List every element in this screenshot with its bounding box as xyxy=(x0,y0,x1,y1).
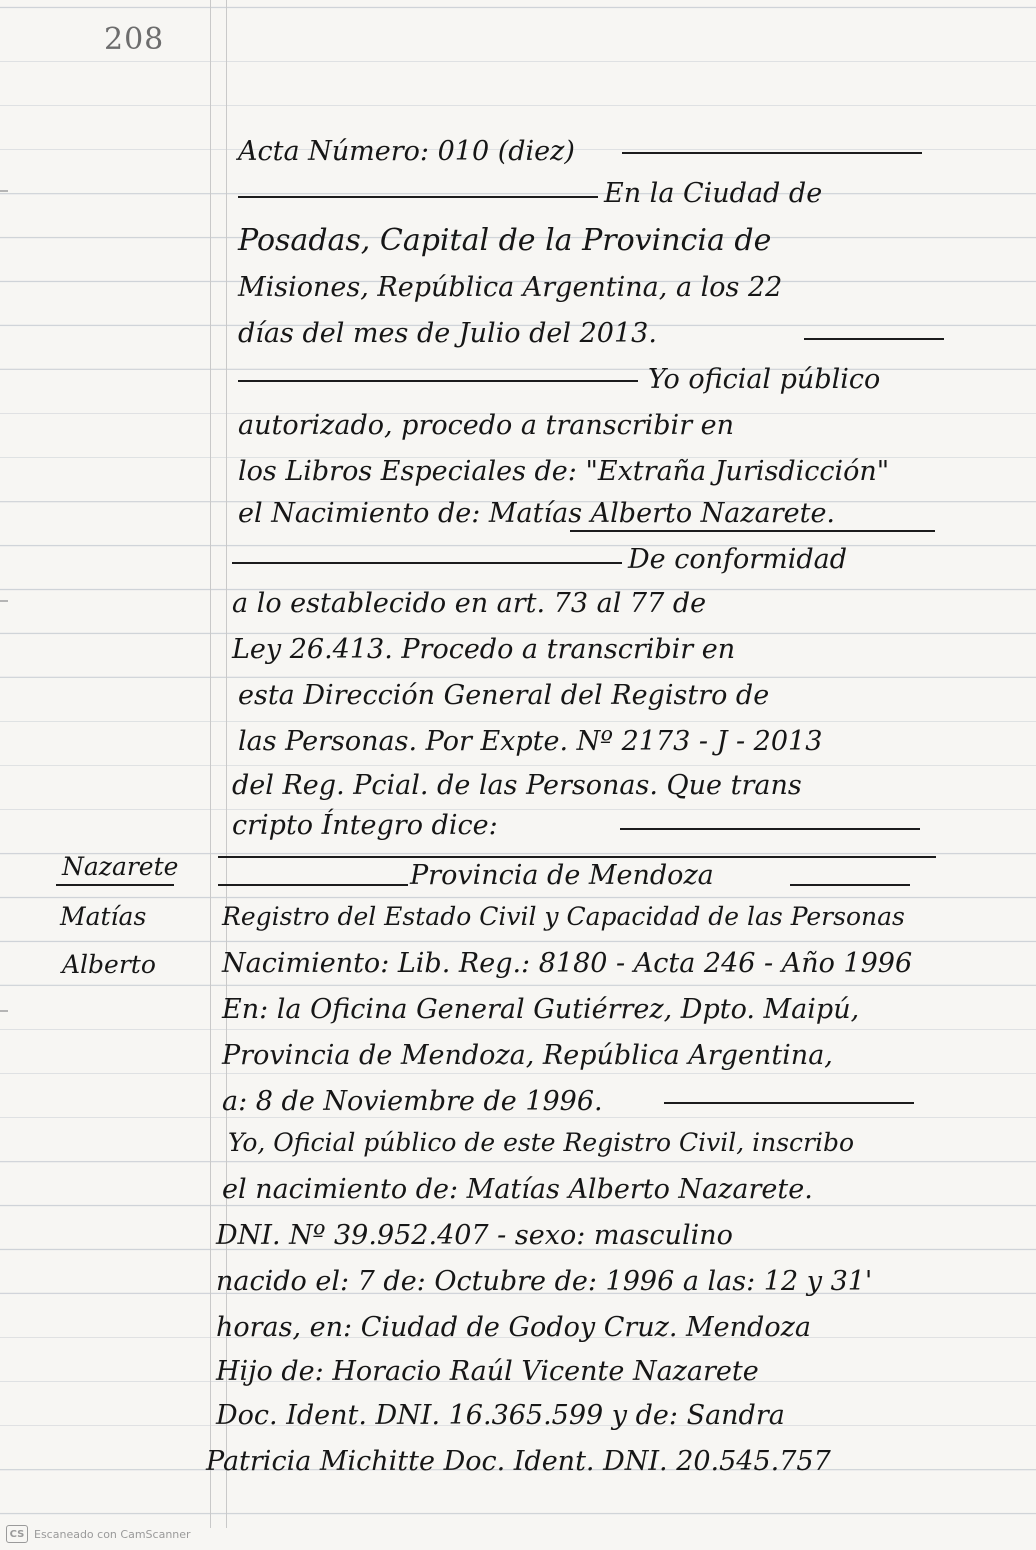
text-line-7: autorizado, procedo a transcribir en xyxy=(238,410,735,441)
margin-middle-name: Alberto xyxy=(62,950,156,979)
binding-mark xyxy=(0,190,8,192)
text-line-17: Provincia de Mendoza xyxy=(410,860,714,891)
text-line-15: del Reg. Pcial. de las Personas. Que trans xyxy=(232,770,802,801)
name-underline xyxy=(570,530,935,532)
text-line-11: a lo establecido en art. 73 al 77 de xyxy=(232,588,707,619)
text-line-5: días del mes de Julio del 2013. xyxy=(238,318,657,349)
fill-rule xyxy=(238,380,638,382)
fill-rule xyxy=(804,338,944,340)
text-line-3: Posadas, Capital de la Provincia de xyxy=(238,223,772,258)
margin-surname: Nazarete xyxy=(62,852,179,881)
fill-rule xyxy=(622,152,922,154)
text-line-16: cripto Íntegro dice: xyxy=(232,810,498,841)
margin-line xyxy=(210,0,211,1528)
page-number: 208 xyxy=(104,22,165,57)
text-line-25: DNI. Nº 39.952.407 - sexo: masculino xyxy=(216,1220,733,1251)
text-line-12: Ley 26.413. Procedo a transcribir en xyxy=(232,634,736,665)
text-line-20: En: la Oficina General Gutiérrez, Dpto. Maipú, xyxy=(222,994,860,1025)
text-line-28: Hijo de: Horacio Raúl Vicente Nazarete xyxy=(216,1356,759,1387)
fill-rule xyxy=(238,196,598,198)
text-line-4: Misiones, República Argentina, a los 22 xyxy=(238,272,783,303)
binding-mark xyxy=(0,600,8,602)
fill-rule xyxy=(232,562,622,564)
margin-first-name: Matías xyxy=(60,902,147,931)
text-line-13: esta Dirección General del Registro de xyxy=(238,680,770,711)
text-line-8: los Libros Especiales de: "Extraña Jurisdicción" xyxy=(238,456,890,487)
text-line-14: las Personas. Por Expte. Nº 2173 - J - 2013 xyxy=(238,726,823,757)
scanner-watermark xyxy=(6,1525,191,1543)
camscanner-logo-icon: CS xyxy=(6,1525,28,1543)
text-line-1: Acta Número: 010 (diez) xyxy=(238,136,575,167)
text-line-26: nacido el: 7 de: Octubre de: 1996 a las: 12 y 31' xyxy=(216,1266,873,1297)
text-line-24: el nacimiento de: Matías Alberto Nazarete. xyxy=(222,1174,813,1205)
text-line-27: horas, en: Ciudad de Godoy Cruz. Mendoza xyxy=(216,1312,811,1343)
fill-rule xyxy=(790,884,910,886)
fill-rule xyxy=(218,884,408,886)
text-line-23: Yo, Oficial público de este Registro Civil, inscribo xyxy=(228,1128,855,1157)
text-line-6: Yo oficial público xyxy=(648,364,881,395)
fill-rule xyxy=(620,828,920,830)
text-line-22: a: 8 de Noviembre de 1996. xyxy=(222,1086,603,1117)
fill-rule xyxy=(664,1102,914,1104)
text-line-30: Patricia Michitte Doc. Ident. DNI. 20.545.757 xyxy=(206,1446,831,1477)
text-line-2: En la Ciudad de xyxy=(604,178,823,209)
text-line-19: Nacimiento: Lib. Reg.: 8180 - Acta 246 - Año 1996 xyxy=(222,948,913,979)
margin-underline xyxy=(56,884,174,886)
margin-line xyxy=(226,0,227,1528)
section-divider xyxy=(218,856,936,858)
binding-mark xyxy=(0,1010,8,1012)
text-line-18: Registro del Estado Civil y Capacidad de las Personas xyxy=(222,902,905,931)
text-line-10: De conformidad xyxy=(628,544,848,575)
text-line-9: el Nacimiento de: Matías Alberto Nazarete. xyxy=(238,498,836,529)
text-line-29: Doc. Ident. DNI. 16.365.599 y de: Sandra xyxy=(216,1400,785,1431)
scanner-credit: Escaneado con CamScanner xyxy=(34,1527,191,1541)
text-line-21: Provincia de Mendoza, República Argentina, xyxy=(222,1040,833,1071)
